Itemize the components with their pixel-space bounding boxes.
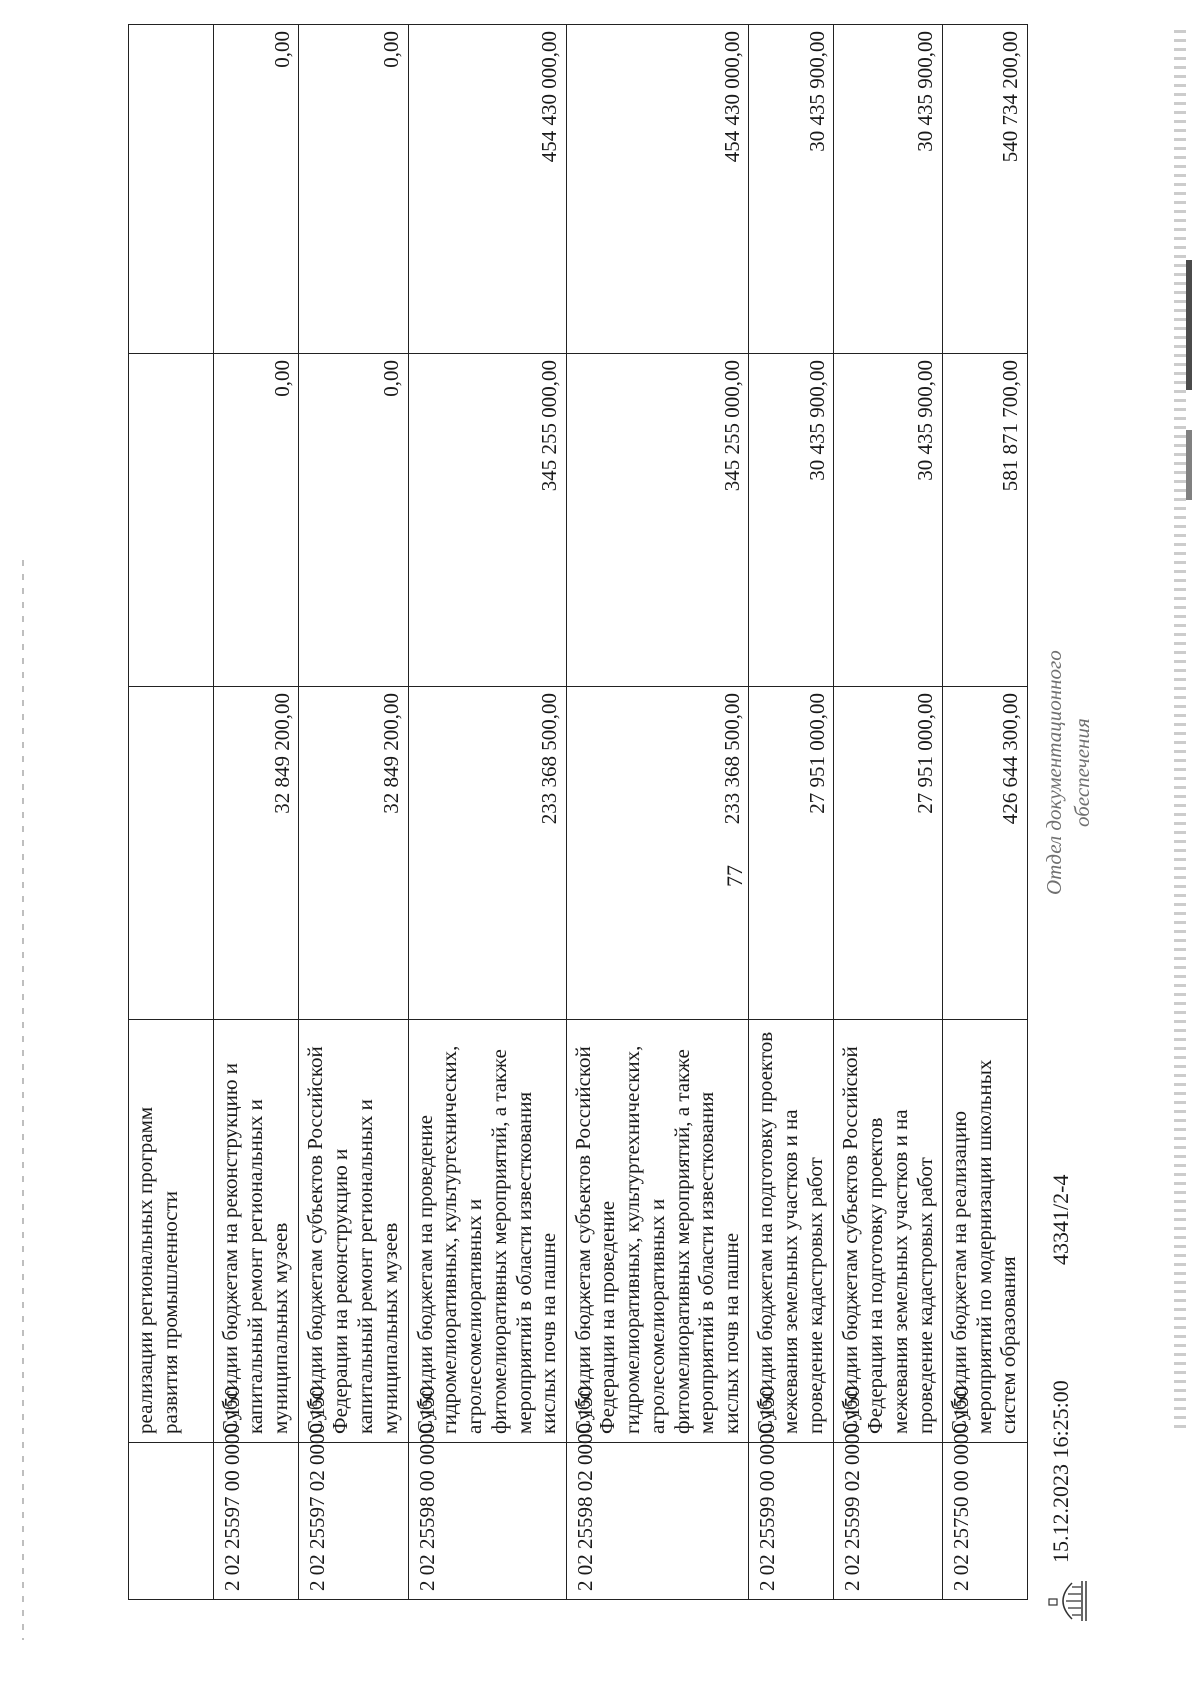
- row-code: 2 02 25599 00 0000 150: [749, 1443, 834, 1600]
- row-value-3: [129, 25, 214, 354]
- department-stamp: [1040, 650, 1097, 895]
- row-value-1: 426 644 300,00: [942, 687, 1027, 1020]
- row-value-3: 30 435 900,00: [749, 25, 834, 354]
- row-value-2: 0,00: [214, 354, 299, 687]
- row-value-2: 0,00: [299, 354, 408, 687]
- row-value-3: 30 435 900,00: [834, 25, 942, 354]
- row-value-3: 0,00: [299, 25, 408, 354]
- emblem-icon: [1048, 1577, 1090, 1625]
- row-value-1: [129, 687, 214, 1020]
- row-description: Субсидии бюджетам на реконструкцию и капитальный ремонт региональных и муниципальных музеев: [214, 1020, 299, 1443]
- row-value-3: 0,00: [214, 25, 299, 354]
- row-value-3: 540 734 200,00: [942, 25, 1027, 354]
- row-value-2: [129, 354, 214, 687]
- stamp-line: Отдел документационного: [1042, 650, 1066, 895]
- row-description: Субсидии бюджетам субъектов Российской Федерации на проведение гидромелиоративных, культуртехнических, агролесомелиоративных и фитомелиоративных мероприятий, а также мероприятий в области известкования кислых почв на пашне: [566, 1020, 749, 1443]
- row-code: 2 02 25598 00 0000 150: [408, 1443, 566, 1600]
- row-code: 2 02 25597 00 0000 150: [214, 1443, 299, 1600]
- row-description: Субсидии бюджетам на проведение гидромелиоративных, культуртехнических, агролесомелиоративных и фитомелиоративных мероприятий, а также мероприятий в области известкования кислых почв на пашне: [408, 1020, 566, 1443]
- row-value-2: 345 255 000,00: [566, 354, 749, 687]
- table-row: [834, 25, 942, 1600]
- row-value-2: 30 435 900,00: [749, 354, 834, 687]
- row-value-1: 27 951 000,00: [834, 687, 942, 1020]
- budget-table: [128, 24, 1028, 1600]
- row-description: Субсидии бюджетам на подготовку проектов межевания земельных участков и на проведение кадастровых работ: [749, 1020, 834, 1443]
- table-row: [566, 25, 749, 1600]
- row-code: 2 02 25750 00 0000 150: [942, 1443, 1027, 1600]
- row-value-2: 30 435 900,00: [834, 354, 942, 687]
- table-row: [749, 25, 834, 1600]
- row-code: 2 02 25598 02 0000 150: [566, 1443, 749, 1600]
- table-row: [299, 25, 408, 1600]
- row-description: Субсидии бюджетам субъектов Российской Федерации на подготовку проектов межевания земельных участков и на проведение кадастровых работ: [834, 1020, 942, 1443]
- page-number: 77: [722, 865, 747, 887]
- table-row: [942, 25, 1027, 1600]
- row-code: 2 02 25597 02 0000 150: [299, 1443, 408, 1600]
- row-value-2: 581 871 700,00: [942, 354, 1027, 687]
- row-value-1: 32 849 200,00: [214, 687, 299, 1020]
- row-code: [129, 1443, 214, 1600]
- stamp-line: обеспечения: [1070, 718, 1095, 827]
- row-description: реализации региональных программ развития промышленности: [129, 1020, 214, 1443]
- row-description: Субсидии бюджетам субъектов Российской Федерации на реконструкцию и капитальный ремонт региональных и муниципальных музеев: [299, 1020, 408, 1443]
- row-value-1: 233 368 500,00: [408, 687, 566, 1020]
- row-value-1: 233 368 500,00: [566, 687, 749, 1020]
- table-row: [408, 25, 566, 1600]
- row-value-1: 32 849 200,00: [299, 687, 408, 1020]
- table-row: [214, 25, 299, 1600]
- row-value-1: 27 951 000,00: [749, 687, 834, 1020]
- row-value-3: 454 430 000,00: [566, 25, 749, 354]
- row-value-2: 345 255 000,00: [408, 354, 566, 687]
- row-description: Субсидии бюджетам на реализацию мероприятий по модернизации школьных систем образования: [942, 1020, 1027, 1443]
- row-code: 2 02 25599 02 0000 150: [834, 1443, 942, 1600]
- footer-date: 15.12.2023 16:25:00: [1048, 1380, 1073, 1563]
- row-value-3: 454 430 000,00: [408, 25, 566, 354]
- table-row: [129, 25, 214, 1600]
- footer-doc-code: 43341/2-4: [1048, 1174, 1073, 1265]
